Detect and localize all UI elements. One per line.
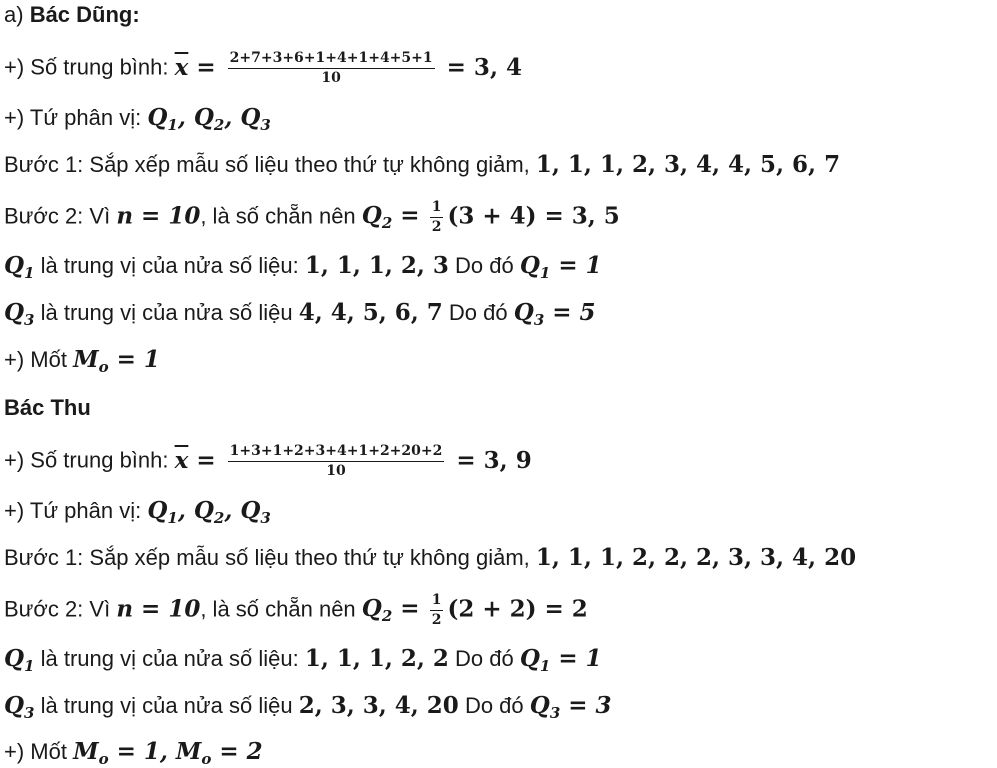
half-den: 2 [431, 612, 442, 628]
mean-label: +) Số trung bình: [4, 447, 169, 473]
step2-line-b [4, 592, 588, 629]
heading-name: Bác Thu [4, 395, 91, 420]
q3-text: là trung vị của nửa số liệu [40, 693, 293, 718]
mode-line-b [4, 737, 263, 767]
q1-conclusion: Do đó [455, 253, 514, 278]
q1-var: $Q_1$ [4, 645, 35, 675]
q3-var: $Q_3$ [4, 692, 35, 722]
q3-values: 2, 3, 3, 4, 20 [298, 692, 459, 719]
quartiles-line-b [4, 496, 271, 526]
quartiles-expr: $Q_1$, $Q_2$, $Q_3$ [147, 497, 271, 527]
step2-n-expr: n = 10 [116, 595, 201, 623]
mode-expr: $M_o = 1$ [73, 346, 160, 376]
q1-values: 1, 1, 1, 2, 2 [304, 645, 449, 672]
mean-numerator: 1+3+1+2+3+4+1+2+20+2 [228, 443, 445, 462]
step2-prefix: Bước 2: Vì [4, 596, 111, 622]
mean-line-a [4, 50, 522, 87]
mean-numerator: 2+7+3+6+1+4+1+4+5+1 [228, 50, 435, 69]
mode-label: +) Mốt [4, 347, 67, 372]
mean-symbol: $\overline{x}$ [174, 53, 189, 81]
mode-line-a [4, 345, 160, 375]
half-num: 1 [430, 592, 444, 611]
q3-values: 4, 4, 5, 6, 7 [298, 299, 443, 326]
step1-values: 1, 1, 1, 2, 3, 4, 4, 5, 6, 7 [535, 151, 841, 178]
step2-half [430, 199, 444, 236]
q1-conclusion: Do đó [455, 646, 514, 671]
mean-result: = 3, 4 [446, 53, 522, 81]
half-den: 2 [431, 219, 442, 235]
q3-line-b [4, 691, 612, 721]
step2-middle: , là số chẵn nên [200, 596, 356, 622]
mean-fraction [228, 443, 445, 480]
step2-n-expr: n = 10 [116, 202, 201, 230]
q1-line-b [4, 644, 602, 674]
q1-values: 1, 1, 1, 2, 3 [304, 252, 449, 279]
step1-values: 1, 1, 1, 2, 2, 2, 3, 3, 4, 20 [535, 544, 857, 571]
heading-prefix: a) [4, 2, 24, 27]
mode-expr: $M_o = 1$, $M_o = 2$ [73, 738, 263, 768]
q1-text: là trung vị của nửa số liệu: [40, 253, 299, 278]
mean-denominator: 10 [326, 463, 346, 479]
quartiles-expr: $Q_1$, $Q_2$, $Q_3$ [147, 104, 271, 134]
quartiles-label: +) Tứ phân vị: [4, 105, 142, 130]
step2-prefix: Bước 2: Vì [4, 203, 111, 229]
q1-line-a [4, 251, 602, 281]
step2-middle: , là số chẵn nên [200, 203, 356, 229]
step1-line-a [4, 150, 840, 180]
step2-q2: $Q_2$ = [361, 595, 420, 626]
q3-conclusion: Do đó [464, 693, 524, 718]
mean-symbol: $\overline{x}$ [174, 446, 189, 474]
step1-text: Bước 1: Sắp xếp mẫu số liệu theo thứ tự không giảm, [4, 545, 530, 570]
heading-bac-dung [4, 0, 140, 30]
mean-result: = 3, 9 [456, 446, 532, 474]
step2-q2: $Q_2$ = [361, 202, 420, 233]
q1-var: $Q_1$ [4, 252, 35, 282]
quartiles-label: +) Tứ phân vị: [4, 498, 142, 523]
q1-result: $Q_1 = 1$ [519, 252, 602, 282]
q1-text: là trung vị của nửa số liệu: [40, 646, 299, 671]
q3-result: $Q_3 = 3$ [529, 692, 612, 722]
step1-line-b [4, 543, 856, 573]
q3-result: $Q_3 = 5$ [513, 299, 596, 329]
step2-half [430, 592, 444, 629]
q3-line-a [4, 298, 596, 328]
step2-line-a [4, 199, 620, 236]
step2-q2-rhs: (2 + 2) = 2 [447, 595, 588, 623]
mean-formula: $\overline{x}$ = $\frac{2+7+3+6+1+4+1+4+5+1}{10}$ = 3, 4 [174, 50, 522, 86]
step2-q2-rhs: (3 + 4) = 3, 5 [447, 202, 620, 230]
half-num: 1 [430, 199, 444, 218]
quartiles-line-a [4, 103, 271, 133]
mean-fraction [228, 50, 435, 87]
mean-denominator: 10 [321, 70, 341, 86]
q3-var: $Q_3$ [4, 299, 35, 329]
mean-formula: $\overline{x}$ = $\frac{1+3+1+2+3+4+1+2+20+2}{10}$ = 3, 9 [174, 443, 532, 479]
q3-conclusion: Do đó [448, 300, 508, 325]
q3-text: là trung vị của nửa số liệu [40, 300, 293, 325]
mode-label: +) Mốt [4, 739, 67, 764]
q1-result: $Q_1 = 1$ [519, 645, 602, 675]
heading-bac-thu [4, 393, 91, 423]
step1-text: Bước 1: Sắp xếp mẫu số liệu theo thứ tự không giảm, [4, 152, 530, 177]
mean-line-b [4, 443, 532, 480]
heading-name: Bác Dũng: [29, 2, 140, 27]
mean-label: +) Số trung bình: [4, 54, 169, 80]
